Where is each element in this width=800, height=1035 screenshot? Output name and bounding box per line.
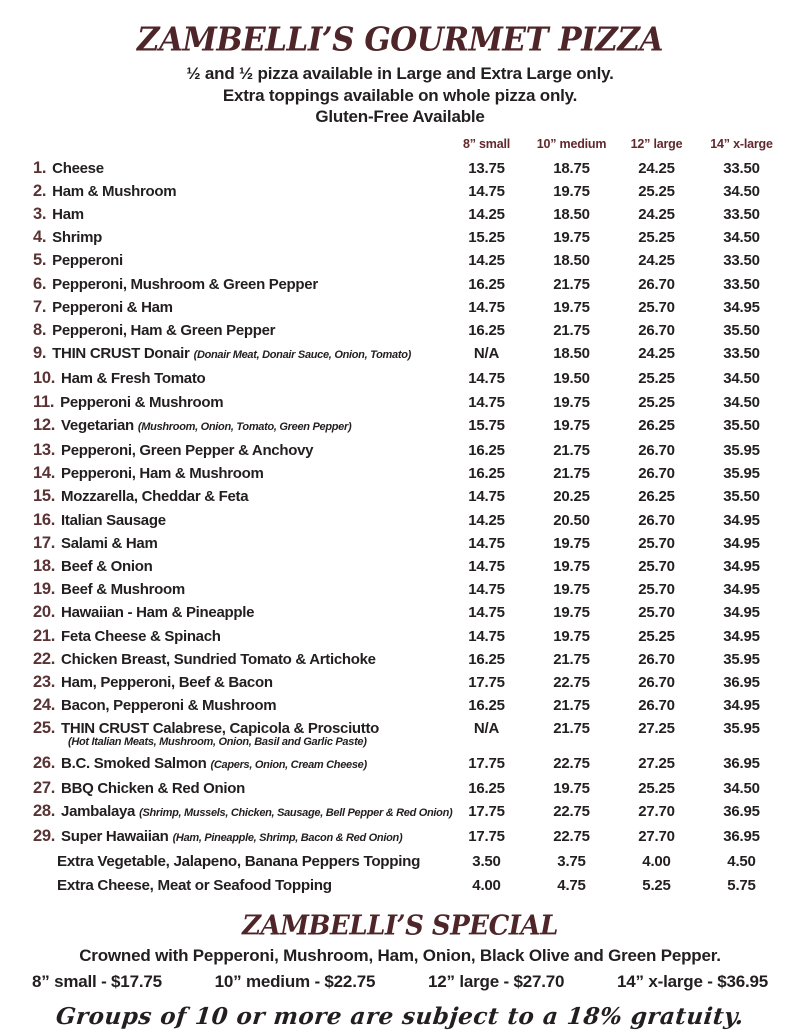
item-name-cell [0,648,444,671]
special-sizes-row [0,972,800,992]
item-number: 22. [33,649,56,668]
item-price-large: 27.70 [638,802,675,820]
menu-item-row [0,414,800,439]
item-price-medium: 21.75 [553,321,590,339]
item-number: 26. [33,753,56,772]
item-number: 7. [33,297,47,316]
item-price-large: 25.25 [638,370,675,388]
item-price-medium: 19.75 [553,298,590,316]
item-name: Ham & Mushroom [52,182,177,200]
item-note: (Donair Meat, Donair Sauce, Onion, Tomato) [193,349,411,362]
note-line-3: Gluten-Free Available [315,107,485,126]
item-price-large: 26.25 [638,416,675,434]
item-price-medium: 19.75 [553,182,590,200]
menu-item-row [0,485,800,508]
item-name: Pepperoni & Mushroom [60,393,224,411]
extra-price-small: 3.50 [472,853,501,871]
item-price-small: 17.75 [468,754,505,772]
extra-price-medium: 4.75 [557,876,586,894]
item-name: Beef & Mushroom [61,581,185,599]
item-price-medium: 19.75 [553,393,590,411]
item-price-small: 13.75 [468,159,505,177]
item-price-medium: 20.25 [553,488,590,506]
item-price-xlarge: 34.95 [723,557,760,575]
extra-topping-name: Extra Vegetable, Jalapeno, Banana Peppers Topping [57,853,421,871]
size-header-row [0,134,800,154]
extra-price-large: 5.25 [642,876,671,894]
item-name: Ham, Pepperoni, Beef & Bacon [61,673,273,691]
menu-item-row [0,296,800,319]
item-price-small: 16.25 [468,697,505,715]
menu-item-row [0,625,800,648]
menu-table [0,157,800,897]
note-line-1: ½ and ½ pizza available in Large and Extra Large only. [186,64,614,83]
item-price-large: 25.25 [638,779,675,797]
item-number: 20. [33,603,56,622]
extra-topping-name: Extra Cheese, Meat or Seafood Topping [57,876,332,894]
item-name: Super Hawaiian [61,828,169,846]
item-name: Pepperoni, Green Pepper & Anchovy [61,441,314,459]
menu-notes [0,63,800,128]
item-price-medium: 22.75 [553,673,590,691]
item-price-xlarge: 33.50 [723,275,760,293]
item-price-medium: 19.75 [553,581,590,599]
item-price-xlarge: 33.50 [723,345,760,363]
item-number: 27. [33,778,56,797]
item-number: 13. [33,440,56,459]
item-price-xlarge: 33.50 [723,205,760,223]
special-title: ZAMBELLI’S SPECIAL [242,910,558,942]
menu-item-row [0,367,800,390]
menu-item-row [0,203,800,226]
item-name-cell [0,485,444,508]
item-number: 4. [33,228,47,247]
menu-item-row [0,555,800,578]
extra-price-large: 4.00 [642,853,671,871]
item-price-medium: 21.75 [553,275,590,293]
item-number: 1. [33,158,47,177]
item-name: Ham & Fresh Tomato [61,370,206,388]
item-number: 14. [33,464,56,483]
item-number: 11. [33,392,55,411]
item-price-large: 26.70 [638,673,675,691]
extra-price-small: 4.00 [472,876,501,894]
menu-item-row [0,777,800,800]
item-name-cell [0,296,444,319]
item-name-cell [0,273,444,296]
item-name: Hawaiian - Ham & Pineapple [61,604,255,622]
item-name-cell [0,777,444,800]
item-number: 2. [33,181,47,200]
item-number: 29. [33,827,56,846]
item-price-xlarge: 36.95 [723,828,760,846]
menu-item-row [0,226,800,249]
item-price-medium: 19.75 [553,229,590,247]
item-name: THIN CRUST Calabrese, Capicola & Prosciutto [61,720,380,738]
item-name: BBQ Chicken & Red Onion [61,779,245,797]
item-price-xlarge: 35.95 [723,650,760,668]
item-note: (Ham, Pineapple, Shrimp, Bacon & Red Onion) [172,832,403,845]
item-price-large: 26.70 [638,697,675,715]
item-price-xlarge: 33.50 [723,252,760,270]
item-price-medium: 21.75 [553,720,590,738]
item-price-xlarge: 36.95 [723,673,760,691]
item-name-cell [0,555,444,578]
item-number: 6. [33,274,47,293]
item-price-xlarge: 34.95 [723,511,760,529]
item-price-xlarge: 34.95 [723,627,760,645]
menu-item-row [0,578,800,601]
item-price-small: 14.75 [468,604,505,622]
item-price-large: 25.70 [638,581,675,599]
item-price-xlarge: 36.95 [723,754,760,772]
item-price-large: 25.25 [638,627,675,645]
item-price-xlarge: 36.95 [723,802,760,820]
item-price-small: 16.25 [468,321,505,339]
item-price-medium: 22.75 [553,802,590,820]
item-price-large: 27.25 [638,754,675,772]
item-price-small: 14.25 [468,252,505,270]
extra-price-xlarge: 4.50 [727,853,756,871]
item-number: 25. [33,719,56,738]
item-price-large: 25.70 [638,534,675,552]
item-price-medium: 21.75 [553,697,590,715]
item-number: 18. [33,556,56,575]
item-price-large: 24.25 [638,159,675,177]
item-price-xlarge: 35.95 [723,441,760,459]
extra-topping-row [0,850,800,873]
item-price-xlarge: 34.50 [723,370,760,388]
item-name: Chicken Breast, Sundried Tomato & Artichoke [61,650,376,668]
item-name-cell [0,625,444,648]
item-number: 24. [33,696,56,715]
item-price-medium: 19.75 [553,604,590,622]
item-number: 21. [33,626,56,645]
special-size-medium: 10” medium - $22.75 [214,971,376,991]
item-price-medium: 18.75 [553,159,590,177]
item-name-cell [0,226,444,249]
item-name-cell [0,157,444,180]
item-price-medium: 20.50 [553,511,590,529]
item-price-medium: 21.75 [553,650,590,668]
item-price-small: 17.75 [468,802,505,820]
item-name-cell [0,671,444,694]
item-name-cell [0,752,444,777]
item-price-small: 14.75 [468,581,505,599]
item-price-xlarge: 34.95 [723,697,760,715]
special-size-small: 8” small - $17.75 [32,971,162,991]
item-price-small: 14.75 [468,627,505,645]
item-price-small: 17.75 [468,673,505,691]
item-number: 23. [33,672,56,691]
menu-item-row [0,319,800,342]
item-number: 10. [33,369,56,388]
item-price-large: 24.25 [638,345,675,363]
item-price-large: 26.70 [638,511,675,529]
item-price-xlarge: 34.95 [723,604,760,622]
menu-item-row [0,342,800,367]
item-price-small: 16.25 [468,441,505,459]
item-price-large: 25.25 [638,393,675,411]
special-size-large: 12” large - $27.70 [427,971,565,991]
item-number: 19. [33,580,56,599]
item-name: Cheese [52,159,104,177]
item-price-small: 16.25 [468,275,505,293]
item-price-small: 14.75 [468,488,505,506]
item-number: 3. [33,204,47,223]
item-price-large: 25.70 [638,298,675,316]
item-price-large: 26.70 [638,321,675,339]
item-name: Mozzarella, Cheddar & Feta [61,488,249,506]
item-price-small: 16.25 [468,465,505,483]
item-name: Italian Sausage [61,511,166,529]
item-price-xlarge: 35.95 [723,720,760,738]
item-price-medium: 18.50 [553,345,590,363]
item-price-small: 14.25 [468,205,505,223]
item-price-medium: 22.75 [553,828,590,846]
item-price-small: 14.75 [468,298,505,316]
menu-item-row [0,532,800,555]
item-name: Beef & Onion [61,557,153,575]
menu-item-row [0,752,800,777]
size-header-small: 8” small [462,136,511,151]
item-name: Salami & Ham [61,534,158,552]
item-price-xlarge: 34.95 [723,534,760,552]
item-number: 15. [33,487,56,506]
item-number: 8. [33,320,47,339]
item-name-cell [0,391,444,414]
item-price-large: 25.25 [638,182,675,200]
item-number: 12. [33,415,56,434]
item-price-large: 26.70 [638,441,675,459]
item-price-small: 14.75 [468,557,505,575]
item-name-cell [0,367,444,390]
item-name: B.C. Smoked Salmon [61,754,207,772]
menu-item-row [0,509,800,532]
item-price-xlarge: 34.50 [723,182,760,200]
item-number: 17. [33,533,56,552]
item-note-line2: (Hot Italian Meats, Mushroom, Onion, Basil and Garlic Paste) [68,735,367,748]
item-name: Feta Cheese & Spinach [61,627,221,645]
size-header-medium: 10” medium [536,136,607,151]
item-price-large: 26.70 [638,650,675,668]
item-price-xlarge: 34.50 [723,229,760,247]
item-price-small: N/A [473,345,500,363]
item-price-medium: 19.75 [553,627,590,645]
item-number: 28. [33,801,56,820]
item-price-xlarge: 34.95 [723,298,760,316]
item-price-medium: 19.75 [553,557,590,575]
item-name-cell [0,601,444,624]
item-price-xlarge: 35.95 [723,465,760,483]
menu-item-row [0,439,800,462]
extra-topping-row [0,874,800,897]
size-header-large: 12” large [630,136,683,151]
item-price-xlarge: 35.50 [723,488,760,506]
menu-item-row [0,800,800,825]
menu-item-row [0,648,800,671]
extra-price-medium: 3.75 [557,853,586,871]
item-price-medium: 21.75 [553,441,590,459]
item-name: Pepperoni, Mushroom & Green Pepper [52,275,318,293]
gratuity-note: Groups of 10 or more are subject to a 18% gratuity. [54,1002,746,1030]
menu-item-row [0,391,800,414]
note-line-2: Extra toppings available on whole pizza only. [222,85,578,105]
item-price-small: 16.25 [468,650,505,668]
item-price-medium: 19.75 [553,416,590,434]
item-name: Ham [52,205,84,223]
item-price-xlarge: 35.50 [723,321,760,339]
item-note: (Capers, Onion, Cream Cheese) [210,758,367,771]
item-price-large: 27.70 [638,828,675,846]
special-description: Crowned with Pepperoni, Mushroom, Ham, Onion, Black Olive and Green Pepper. [79,945,721,965]
item-number: 9. [33,344,47,363]
item-price-small: 14.75 [468,534,505,552]
item-price-large: 25.70 [638,557,675,575]
item-name-cell [0,800,453,825]
menu-title: ZAMBELLI’S GOURMET PIZZA [136,21,664,59]
item-price-large: 25.70 [638,604,675,622]
item-price-large: 26.70 [638,465,675,483]
item-name: Vegetarian [61,416,134,434]
item-price-small: 14.75 [468,370,505,388]
item-name-cell [0,462,444,485]
item-name-cell [0,180,444,203]
item-name-cell [0,578,444,601]
item-name: Shrimp [52,229,103,247]
menu-item-row [0,601,800,624]
menu-item-row [0,249,800,272]
special-size-xlarge: 14” x-large - $36.95 [617,971,768,991]
item-name: Pepperoni, Ham & Green Pepper [52,321,276,339]
item-name-cell [0,249,444,272]
item-price-xlarge: 34.50 [723,393,760,411]
item-name: Pepperoni, Ham & Mushroom [61,465,264,483]
item-price-medium: 19.75 [553,779,590,797]
menu-item-row [0,671,800,694]
item-price-small: 15.75 [468,416,505,434]
item-price-medium: 19.50 [553,370,590,388]
item-name-cell [0,414,444,439]
item-name-cell [0,532,444,555]
item-name: Bacon, Pepperoni & Mushroom [61,697,277,715]
item-name-cell [0,203,444,226]
item-name: Jambalaya [61,802,136,820]
item-price-small: N/A [473,720,500,738]
item-price-small: 16.25 [468,779,505,797]
extra-price-xlarge: 5.75 [727,876,756,894]
item-name: Pepperoni [52,252,123,270]
item-note: (Mushroom, Onion, Tomato, Green Pepper) [137,420,352,433]
menu-item-row [0,273,800,296]
item-name-cell [0,509,444,532]
item-price-xlarge: 34.95 [723,581,760,599]
item-number: 5. [33,251,47,270]
item-price-xlarge: 34.50 [723,779,760,797]
item-price-medium: 19.75 [553,534,590,552]
item-price-large: 26.70 [638,275,675,293]
item-price-medium: 22.75 [553,754,590,772]
item-price-xlarge: 35.50 [723,416,760,434]
menu-item-row [0,825,800,850]
item-name: Pepperoni & Ham [52,298,173,316]
menu-item-row [0,694,800,717]
menu-item-row [0,462,800,485]
item-number: 16. [33,510,56,529]
menu-item-row [0,157,800,180]
item-price-small: 15.25 [468,229,505,247]
item-price-large: 25.25 [638,229,675,247]
item-price-small: 14.75 [468,182,505,200]
item-price-medium: 18.50 [553,252,590,270]
item-name-cell [0,342,444,367]
item-price-large: 26.25 [638,488,675,506]
item-price-large: 24.25 [638,252,675,270]
item-name: THIN CRUST Donair [52,345,190,363]
item-price-small: 17.75 [468,828,505,846]
size-header-xlarge: 14” x-large [710,136,773,151]
item-price-small: 14.25 [468,511,505,529]
item-name-cell [0,694,444,717]
item-price-small: 14.75 [468,393,505,411]
menu-item-row [0,180,800,203]
item-name-cell [0,319,444,342]
item-price-medium: 18.50 [553,205,590,223]
item-price-medium: 21.75 [553,465,590,483]
item-price-xlarge: 33.50 [723,159,760,177]
item-price-large: 24.25 [638,205,675,223]
item-note: (Shrimp, Mussels, Chicken, Sausage, Bell Pepper & Red Onion) [139,806,453,819]
item-name-cell [0,825,444,850]
item-price-large: 27.25 [638,720,675,738]
item-name-cell [0,439,444,462]
